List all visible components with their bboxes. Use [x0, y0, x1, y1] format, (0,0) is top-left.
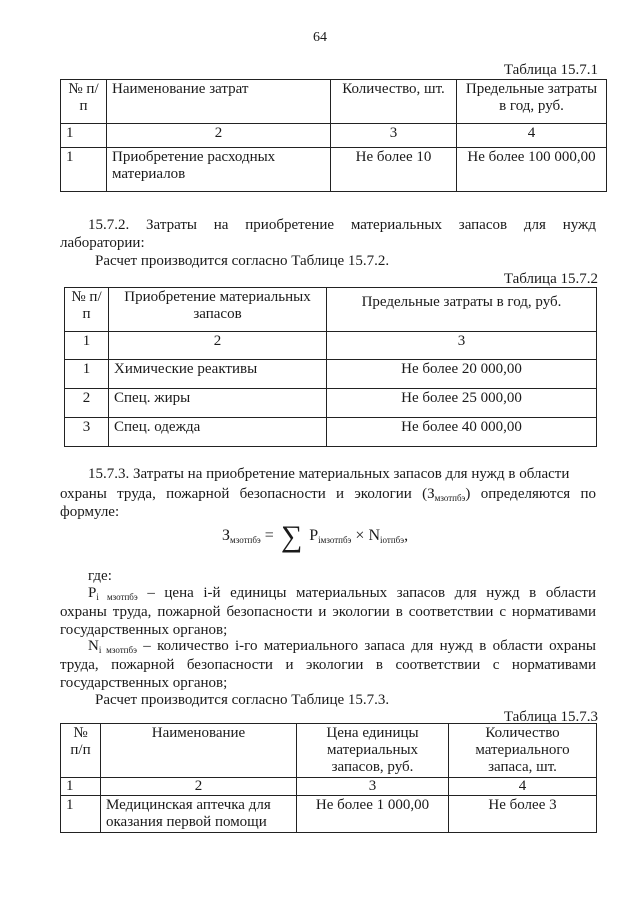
table-cell: 1 — [65, 360, 109, 389]
def-symbol: N — [88, 638, 99, 654]
table-cell: Не более 25 000,00 — [327, 389, 597, 418]
table-header-row — [61, 80, 607, 124]
text-word: нужд — [562, 217, 597, 233]
index-cell: 1 — [61, 124, 107, 148]
table-cell: Химические реактивы — [109, 360, 327, 389]
header-cell: № п/п — [61, 724, 101, 778]
text-word: запасов — [458, 217, 508, 233]
text-word: материальных — [350, 217, 442, 233]
paragraph-15-7-3-line3: формуле: — [60, 504, 120, 520]
paragraph-15-7-3-line2 — [60, 485, 596, 507]
table-row — [65, 360, 597, 389]
header-cell: № п/п — [61, 80, 107, 124]
index-cell: 3 — [327, 332, 597, 360]
table-15-7-1 — [60, 79, 607, 192]
index-cell: 2 — [101, 778, 297, 796]
header-cell: Цена единицы материальных запасов, руб. — [297, 724, 449, 778]
table-index-row — [65, 332, 597, 360]
formula — [222, 520, 408, 554]
table-cell: Не более 20 000,00 — [327, 360, 597, 389]
table-15-7-3-caption: Таблица 15.7.3 — [503, 709, 598, 725]
index-cell: 1 — [65, 332, 109, 360]
text-fragment: ) определяются по — [465, 486, 596, 502]
header-cell: Предельные затраты в год, руб. — [327, 288, 597, 332]
def-subscript: i мзотпбэ — [96, 592, 138, 602]
table-cell: 1 — [61, 148, 107, 192]
paragraph-15-7-3-line1: 15.7.3. Затраты на приобретение материальных запасов для нужд в области — [88, 466, 570, 482]
definition-1-line3: государственных органов; — [60, 622, 228, 638]
definition-1-line2: охраны труда, пожарной безопасности и экологии в соответствии с нормативами — [60, 604, 596, 620]
paragraph-15-7-2-line2: лаборатории: — [60, 235, 145, 251]
table-row — [65, 389, 597, 418]
index-cell: 3 — [331, 124, 457, 148]
subscript: мзотпбэ — [434, 493, 466, 503]
text-word: приобретение — [245, 217, 335, 233]
header-cell: Наименование — [101, 724, 297, 778]
definition-2-line3: государственных органов; — [60, 675, 228, 691]
table-cell: Не более 10 — [331, 148, 457, 192]
formula-lhs-subscript: мзотпбэ — [230, 535, 261, 545]
table-15-7-2 — [64, 287, 597, 447]
header-cell: № п/п — [65, 288, 109, 332]
header-cell: Наименование затрат — [107, 80, 331, 124]
table-row — [61, 148, 607, 192]
text-word: Затраты — [146, 217, 197, 233]
index-cell: 1 — [61, 778, 101, 796]
table-row — [61, 796, 597, 833]
text-fragment: охраны труда, пожарной безопасности и экологии (З — [60, 486, 435, 502]
table-header-row — [61, 724, 597, 778]
table-cell: 2 — [65, 389, 109, 418]
table-15-7-3 — [60, 723, 597, 833]
paragraph-15-7-2-calc: Расчет производится согласно Таблице 15.7.2. — [95, 253, 390, 269]
table-cell: Не более 1 000,00 — [297, 796, 449, 833]
def-text: – цена i-й единицы материальных запасов для нужд в области — [147, 585, 596, 601]
table-cell: Не более 40 000,00 — [327, 418, 597, 447]
sum-sign-icon: ∑ — [280, 520, 303, 553]
table-index-row — [61, 124, 607, 148]
formula-term2-symbol: N — [368, 527, 380, 544]
formula-term1-symbol: P — [309, 527, 319, 544]
table-cell: Не более 100 000,00 — [457, 148, 607, 192]
text-word: для — [523, 217, 546, 233]
page-number: 64 — [313, 30, 327, 45]
index-cell: 3 — [297, 778, 449, 796]
formula-lhs-symbol: З — [222, 527, 231, 544]
table-cell: Не более 3 — [449, 796, 597, 833]
table-header-row — [65, 288, 597, 332]
table-cell: Приобретение расходных материалов — [107, 148, 331, 192]
index-cell: 2 — [109, 332, 327, 360]
index-cell: 2 — [107, 124, 331, 148]
table-row — [65, 418, 597, 447]
def-text: – количество i-го материального запаса для нужд в области охраны — [143, 638, 596, 654]
paragraph-15-7-3-calc: Расчет производится согласно Таблице 15.7.3. — [95, 692, 390, 708]
text-word: 15.7.2. — [88, 217, 130, 233]
table-15-7-2-caption: Таблица 15.7.2 — [503, 271, 598, 287]
header-cell: Приобретение материальных запасов — [109, 288, 327, 332]
formula-times: × — [355, 527, 365, 544]
where-label: где: — [88, 568, 112, 584]
def-symbol: P — [88, 585, 97, 601]
table-cell: Спец. одежда — [109, 418, 327, 447]
definition-2-line2: труда, пожарной безопасности и экологии в соответствии с нормативами — [60, 657, 596, 673]
formula-end-punct: , — [404, 527, 409, 544]
table-index-row — [61, 778, 597, 796]
text-word: на — [213, 217, 229, 233]
formula-equals: = — [264, 527, 274, 544]
formula-term2-subscript: iотпбэ — [380, 535, 405, 545]
index-cell: 4 — [449, 778, 597, 796]
header-cell: Количество материального запаса, шт. — [449, 724, 597, 778]
table-cell: Медицинская аптечка для оказания первой помощи — [101, 796, 297, 833]
table-15-7-1-caption: Таблица 15.7.1 — [503, 62, 598, 78]
paragraph-15-7-2-line1 — [88, 216, 596, 234]
header-cell: Предельные затраты в год, руб. — [457, 80, 607, 124]
header-cell: Количество, шт. — [331, 80, 457, 124]
index-cell: 4 — [457, 124, 607, 148]
formula-term1-subscript: iмзотпбэ — [318, 535, 352, 545]
table-cell: 1 — [61, 796, 101, 833]
def-subscript: i мзотпбэ — [98, 645, 137, 655]
table-cell: Спец. жиры — [109, 389, 327, 418]
table-cell: 3 — [65, 418, 109, 447]
